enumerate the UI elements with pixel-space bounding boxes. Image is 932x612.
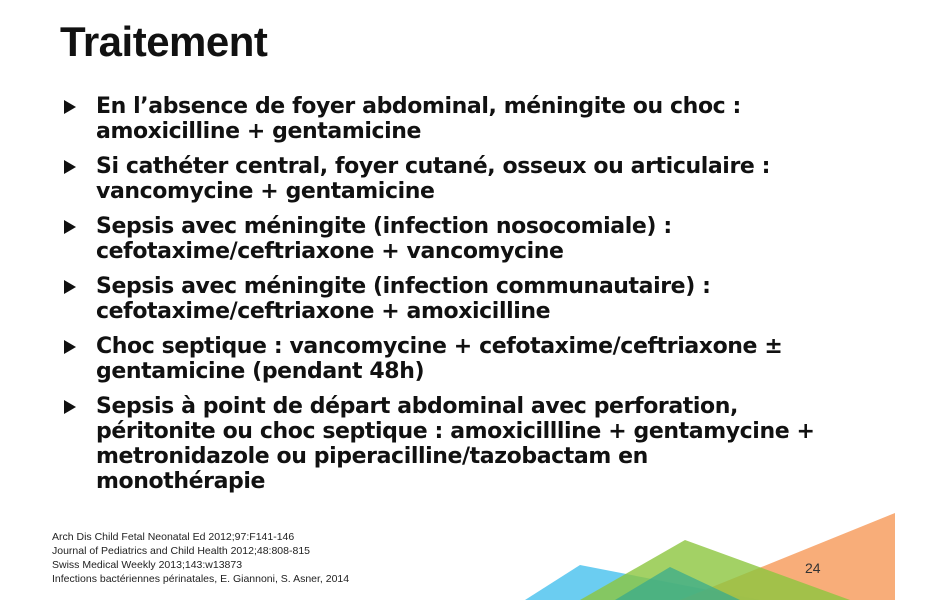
page-number: 24 [805, 560, 821, 576]
bullet-line: cefotaxime/ceftriaxone + amoxicilline [96, 299, 551, 324]
bullet-item [64, 394, 844, 494]
bullet-line: Choc septique : vancomycine + cefotaxime/ceftriaxone ± [96, 334, 783, 359]
bullet-arrow-icon [64, 280, 76, 294]
bullet-item [64, 214, 844, 264]
bullet-item [64, 154, 844, 204]
bullet-arrow-icon [64, 220, 76, 234]
bullet-item [64, 334, 844, 384]
bullet-line: Sepsis à point de départ abdominal avec perforation, [96, 394, 738, 419]
bullet-text [96, 94, 741, 144]
reference-line: Arch Dis Child Fetal Neonatal Ed 2012;97:F141-146 [52, 531, 295, 543]
bullet-text [96, 394, 815, 494]
bullet-arrow-icon [64, 400, 76, 414]
bullet-arrow-icon [64, 340, 76, 354]
bullet-arrow-icon [64, 160, 76, 174]
bullet-line: Si cathéter central, foyer cutané, osseux ou articulaire : [96, 154, 771, 179]
bullet-line: Sepsis avec méningite (infection communautaire) : [96, 274, 711, 299]
bullet-line: En l’absence de foyer abdominal, méningite ou choc : [96, 94, 741, 119]
bullet-arrow-icon [64, 100, 76, 114]
bullet-line: gentamicine (pendant 48h) [96, 359, 425, 384]
bullet-line: metronidazole ou piperacilline/tazobactam en [96, 444, 648, 469]
bullet-line: monothérapie [96, 469, 266, 494]
bullet-item [64, 274, 844, 324]
bullet-line: vancomycine + gentamicine [96, 179, 435, 204]
bullet-text [96, 274, 711, 324]
reference-line: Infections bactériennes périnatales, E. Giannoni, S. Asner, 2014 [52, 573, 350, 585]
reference-line: Journal of Pediatrics and Child Health 2012;48:808-815 [52, 545, 311, 557]
bullet-line: amoxicilline + gentamicine [96, 119, 422, 144]
bullet-line: cefotaxime/ceftriaxone + vancomycine [96, 239, 564, 264]
bullet-line: Sepsis avec méningite (infection nosocomiale) : [96, 214, 672, 239]
reference-line: Swiss Medical Weekly 2013;143:w13873 [52, 559, 243, 571]
bullet-text [96, 334, 782, 384]
bullet-line: péritonite ou choc septique : amoxicillline + gentamycine + [96, 419, 815, 444]
bullet-text [96, 154, 770, 204]
references [52, 530, 349, 586]
bullet-item [64, 94, 844, 144]
bullet-text [96, 214, 672, 264]
bullet-list [64, 94, 844, 504]
slide-title: Traitement [60, 18, 268, 65]
decorative-triangles [520, 505, 900, 605]
